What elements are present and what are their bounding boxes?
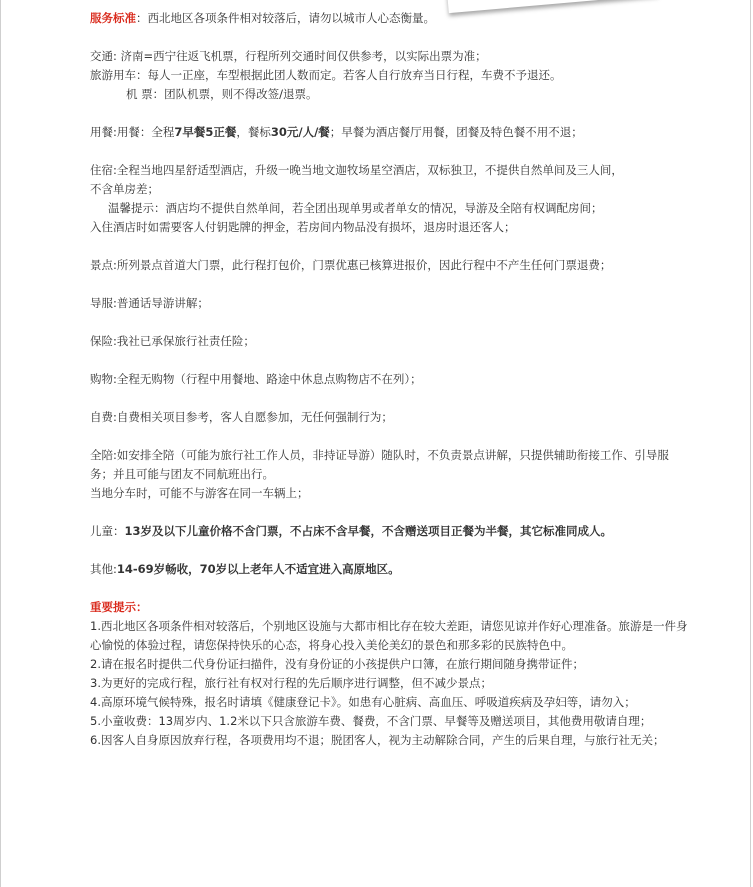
scenic-section: 景点:所列景点首道大门票，此行程打包价，门票优惠已核算进报价，因此行程中不产生任何门票退费；	[90, 258, 612, 272]
important-item: 3.为更好的完成行程，旅行社有权对行程的先后顺序进行调整，但不减少景点；	[90, 676, 492, 690]
transport-traffic: 交通: 济南=西宁往返飞机票，行程所列交通时间仅供参考，以实际出票为准；	[90, 49, 487, 63]
lodging-line1: 住宿:全程当地四星舒适型酒店，升级一晚当地文迦牧场星空酒店，双标独卫，不提供自然单间及三人间，	[90, 163, 623, 177]
children-text: 13岁及以下儿童价格不含门票，不占床不含早餐，不含赠送项目正餐为半餐，其它标准同成人。	[124, 524, 612, 538]
meals-pre: 用餐:用餐：全程	[90, 125, 175, 139]
important-item: 6.因客人自身原因放弃行程，各项费用均不退；脱团客人，视为主动解除合同，产生的后果自理，与旅行社无关；	[90, 733, 665, 747]
lodging-deposit: 入住酒店时如需要客人付钥匙牌的押金，若房间内物品没有损坏，退房时退还客人；	[90, 220, 516, 234]
service-standard-text: ：西北地区各项条件相对较落后，请勿以城市人心态衡量。	[136, 11, 435, 25]
other-pre: 其他:	[90, 562, 117, 576]
meals-section	[90, 123, 690, 142]
meals-standard: 30元/人/餐	[270, 125, 330, 139]
transport-plane: 机 票：团队机票，则不得改签/退票。	[126, 87, 318, 101]
shopping-section: 购物:全程无购物（行程中用餐地、路途中休息点购物店不在列）；	[90, 372, 422, 386]
lodging-line2: 不含单房差；	[90, 182, 159, 196]
lodging-tip: 温馨提示：酒店均不提供自然单间，若全团出现单男或者单女的情况，导游及全陪有权调配房间；	[108, 201, 603, 215]
service-standard-label: 服务标准	[90, 11, 136, 25]
guide-section: 导服:普通话导游讲解；	[90, 296, 209, 310]
insurance-section: 保险:我社已承保旅行社责任险；	[90, 334, 255, 348]
escort-section: 全陪:如安排全陪（可能为旅行社工作人员，非持证导游）随队时，不负责景点讲解，只提供辅助衔接工作、引导服务；并且可能与团友不同航班出行。	[90, 448, 669, 481]
tour-terms-document	[90, 9, 690, 750]
children-section	[90, 522, 690, 541]
children-pre: 儿童：	[90, 524, 125, 538]
selfpay-section: 自费:自费相关项目参考，客人自愿参加，无任何强制行为；	[90, 410, 393, 424]
important-item: 1.西北地区各项条件相对较落后，个别地区设施与大都市相比存在较大差距，请您见谅并作好心理准备。旅游是一件身心愉悦的体验过程，请您保持快乐的心态，将身心投入美伦美幻的景色和那多彩的民族特色中。	[90, 619, 688, 652]
meals-mid: ，餐标	[236, 125, 271, 139]
important-item: 5.小童收费：13周岁内、1.2米以下只含旅游车费、餐费，不含门票、早餐等及赠送项目，其他费用敬请自理；	[90, 714, 652, 728]
transport-car: 旅游用车：每人一正座，车型根据此团人数而定。若客人自行放弃当日行程，车费不予退还。	[90, 68, 562, 82]
important-item: 2.请在报名时提供二代身份证扫描件，没有身份证的小孩提供户口簿，在旅行期间随身携带证件；	[90, 657, 584, 671]
important-item: 4.高原环境气候特殊，报名时请填《健康登记卡》。如患有心脏病、高血压、呼吸道疾病及孕妇等，请勿入；	[90, 695, 636, 709]
meals-post: ；早餐为酒店餐厅用餐，团餐及特色餐不用不退；	[329, 125, 583, 139]
other-age2: 70岁以上老年人不适宜进入高原地区。	[199, 562, 400, 576]
escort-split: 当地分车时，可能不与游客在同一车辆上；	[90, 486, 309, 500]
meals-count: 7早餐5正餐	[174, 125, 237, 139]
other-section	[90, 560, 690, 579]
important-title: 重要提示：	[90, 600, 148, 614]
other-age: 14-69岁畅收，	[116, 562, 200, 576]
service-standard	[90, 9, 690, 28]
